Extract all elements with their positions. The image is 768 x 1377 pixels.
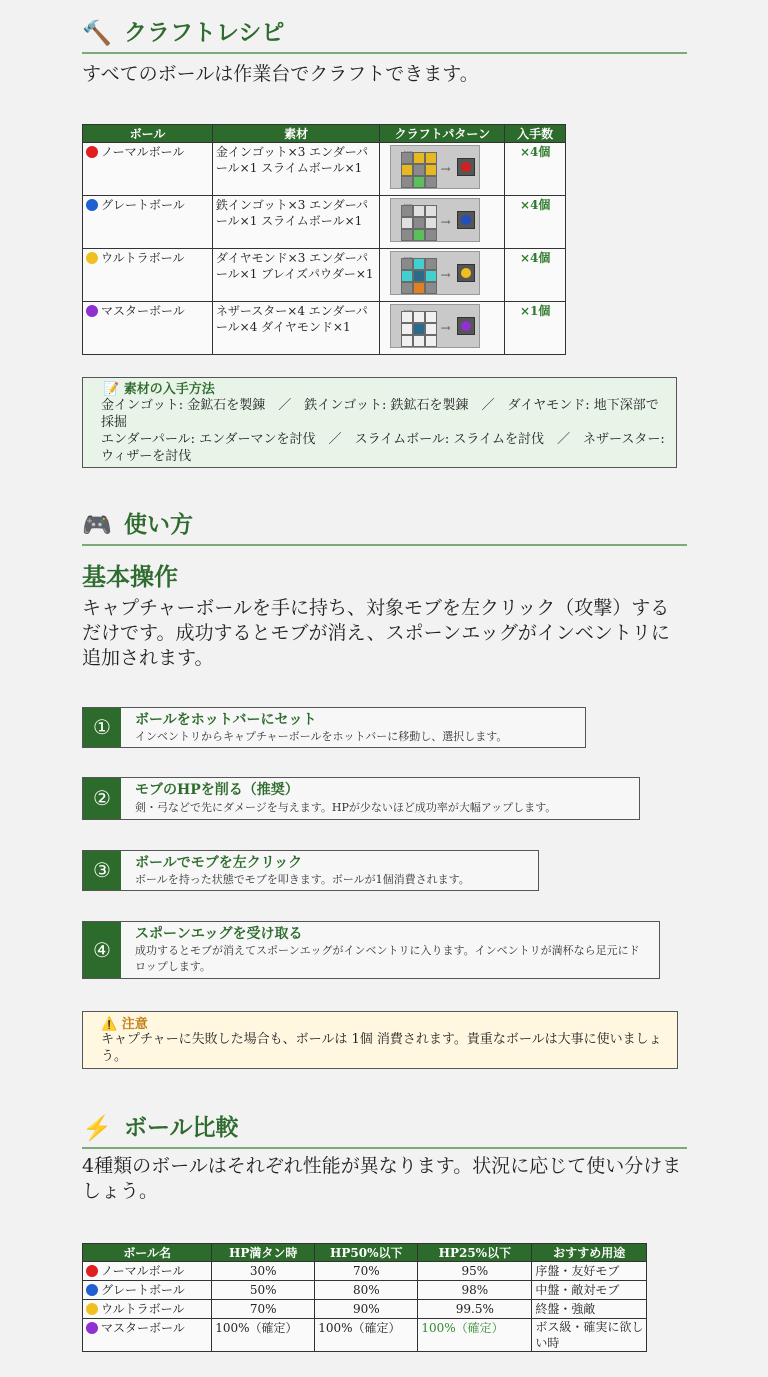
output-slot (457, 264, 475, 282)
materials-note (82, 377, 677, 468)
warning-icon: ⚠️ (101, 1017, 118, 1032)
warning-text: キャプチャーに失敗した場合も、ボールは 1個 消費されます。貴重なボールは大事に使いましょう。 (101, 1032, 662, 1064)
arrow-icon: → (440, 162, 451, 176)
ball-icon (86, 199, 98, 211)
count-cell: ×4個 (505, 143, 566, 196)
comparison-row (83, 1281, 647, 1300)
ball-name-cell: ノーマルボール (83, 1262, 212, 1281)
use-cell: ボス級・確実に欲しい時 (532, 1319, 647, 1352)
ball-name-cell: マスターボール (83, 1319, 212, 1352)
col-materials: 素材 (212, 125, 380, 143)
note-text: 金インゴット: 金鉱石を製錬 ／ 鉄インゴット: 鉄鉱石を製錬 ／ ダイヤモンド: 地下深部で採掘 エンダーパール: エンダーマンを討伐 ／ スライムボール: スライムを討伐 ／ ネザースター: ウィザーを討伐 (101, 398, 665, 464)
recipe-row (83, 249, 566, 302)
col-hp-25: HP25%以下 (418, 1244, 532, 1262)
materials-cell: ネザースター×4 エンダーパール×4 ダイヤモンド×1 (212, 302, 380, 355)
count-cell: ×4個 (505, 249, 566, 302)
use-cell: 中盤・敵対モブ (532, 1281, 647, 1300)
ball-cell: ウルトラボール (83, 249, 213, 302)
hp-25-cell: 99.5% (418, 1300, 532, 1319)
use-cell: 序盤・友好モブ (532, 1262, 647, 1281)
hammer-icon: 🔨 (82, 19, 112, 47)
pattern-cell (380, 249, 505, 302)
recipe-row (83, 143, 566, 196)
hp-25-cell: 95% (418, 1262, 532, 1281)
step-1: ① ボールをホットバーにセット インベントリからキャプチャーボールをホットバーに移動し、選択します。 (82, 707, 586, 748)
pattern-cell (380, 302, 505, 355)
ball-name-cell: グレートボール (83, 1281, 212, 1300)
arrow-icon: → (440, 268, 451, 282)
craft-recipe-table (82, 124, 566, 355)
ball-icon (86, 252, 98, 264)
ball-icon (86, 1303, 98, 1315)
recipe-row (83, 196, 566, 249)
output-slot (457, 158, 475, 176)
col-ball-name: ボール名 (83, 1244, 212, 1262)
hp-full-cell: 70% (212, 1300, 315, 1319)
materials-cell: ダイヤモンド×3 エンダーパール×1 ブレイズパウダー×1 (212, 249, 380, 302)
ball-icon (86, 146, 98, 158)
hp-50-cell: 70% (315, 1262, 418, 1281)
comparison-row (83, 1262, 647, 1281)
comparison-row (83, 1300, 647, 1319)
craft-intro: すべてのボールは作業台でクラフトできます。 (82, 63, 479, 85)
hp-50-cell: 100%（確定） (315, 1319, 418, 1352)
col-pattern: クラフトパターン (380, 125, 505, 143)
step-2: ② モブのHPを削る（推奨） 剣・弓などで先にダメージを与えます。HPが少ないほど成功率が大幅アップします。 (82, 777, 640, 820)
ball-icon (86, 1284, 98, 1296)
basic-ops-heading: 基本操作 (82, 562, 178, 591)
hp-25-cell: 100%（確定） (418, 1319, 532, 1352)
col-ball: ボール (83, 125, 213, 143)
usage-intro: キャプチャーボールを手に持ち、対象モブを左クリック（攻撃）するだけです。成功するとモブが消え、スポーンエッグがインベントリに追加されます。 (82, 597, 670, 669)
output-slot (457, 317, 475, 335)
step-4: ④ スポーンエッグを受け取る 成功するとモブが消えてスポーンエッグがインベントリに入ります。インベントリが満杯なら足元にドロップします。 (82, 921, 660, 979)
ball-comparison-table (82, 1243, 647, 1352)
craft-heading: 🔨 クラフトレシピ (82, 18, 687, 54)
craft-pattern-grid (390, 251, 480, 295)
compare-heading: ⚡ ボール比較 (82, 1113, 687, 1149)
arrow-icon: → (440, 321, 451, 335)
ball-icon (86, 1265, 98, 1277)
memo-icon: 📝 (103, 382, 120, 397)
col-recommended-use: おすすめ用途 (532, 1244, 647, 1262)
ball-icon (86, 305, 98, 317)
recipe-row (83, 302, 566, 355)
gamepad-icon: 🎮 (82, 511, 112, 539)
use-cell: 終盤・強敵 (532, 1300, 647, 1319)
pattern-cell (380, 196, 505, 249)
compare-intro: 4種類のボールはそれぞれ性能が異なります。状況に応じて使い分けましょう。 (82, 1155, 682, 1202)
output-slot (457, 211, 475, 229)
craft-pattern-grid (390, 145, 480, 189)
craft-pattern-grid (390, 198, 480, 242)
materials-cell: 鉄インゴット×3 エンダーパール×1 スライムボール×1 (212, 196, 380, 249)
col-hp-full: HP満タン時 (212, 1244, 315, 1262)
craft-pattern-grid (390, 304, 480, 348)
hp-50-cell: 80% (315, 1281, 418, 1300)
note-title: 素材の入手方法 (123, 382, 215, 397)
count-cell: ×4個 (505, 196, 566, 249)
warning-title: 注意 (121, 1017, 148, 1032)
warning-box (82, 1011, 678, 1069)
col-count: 入手数 (505, 125, 566, 143)
ball-cell: グレートボール (83, 196, 213, 249)
comparison-row (83, 1319, 647, 1352)
usage-heading: 🎮 使い方 (82, 510, 687, 546)
ball-cell: マスターボール (83, 302, 213, 355)
arrow-icon: → (440, 215, 451, 229)
hp-25-cell: 98% (418, 1281, 532, 1300)
pattern-cell (380, 143, 505, 196)
count-cell: ×1個 (505, 302, 566, 355)
hp-50-cell: 90% (315, 1300, 418, 1319)
hp-full-cell: 50% (212, 1281, 315, 1300)
ball-cell: ノーマルボール (83, 143, 213, 196)
col-hp-50: HP50%以下 (315, 1244, 418, 1262)
materials-cell: 金インゴット×3 エンダーパール×1 スライムボール×1 (212, 143, 380, 196)
ball-icon (86, 1322, 98, 1334)
lightning-icon: ⚡ (82, 1114, 112, 1142)
hp-full-cell: 30% (212, 1262, 315, 1281)
ball-name-cell: ウルトラボール (83, 1300, 212, 1319)
hp-full-cell: 100%（確定） (212, 1319, 315, 1352)
step-3: ③ ボールでモブを左クリック ボールを持った状態でモブを叩きます。ボールが1個消費されます。 (82, 850, 539, 891)
